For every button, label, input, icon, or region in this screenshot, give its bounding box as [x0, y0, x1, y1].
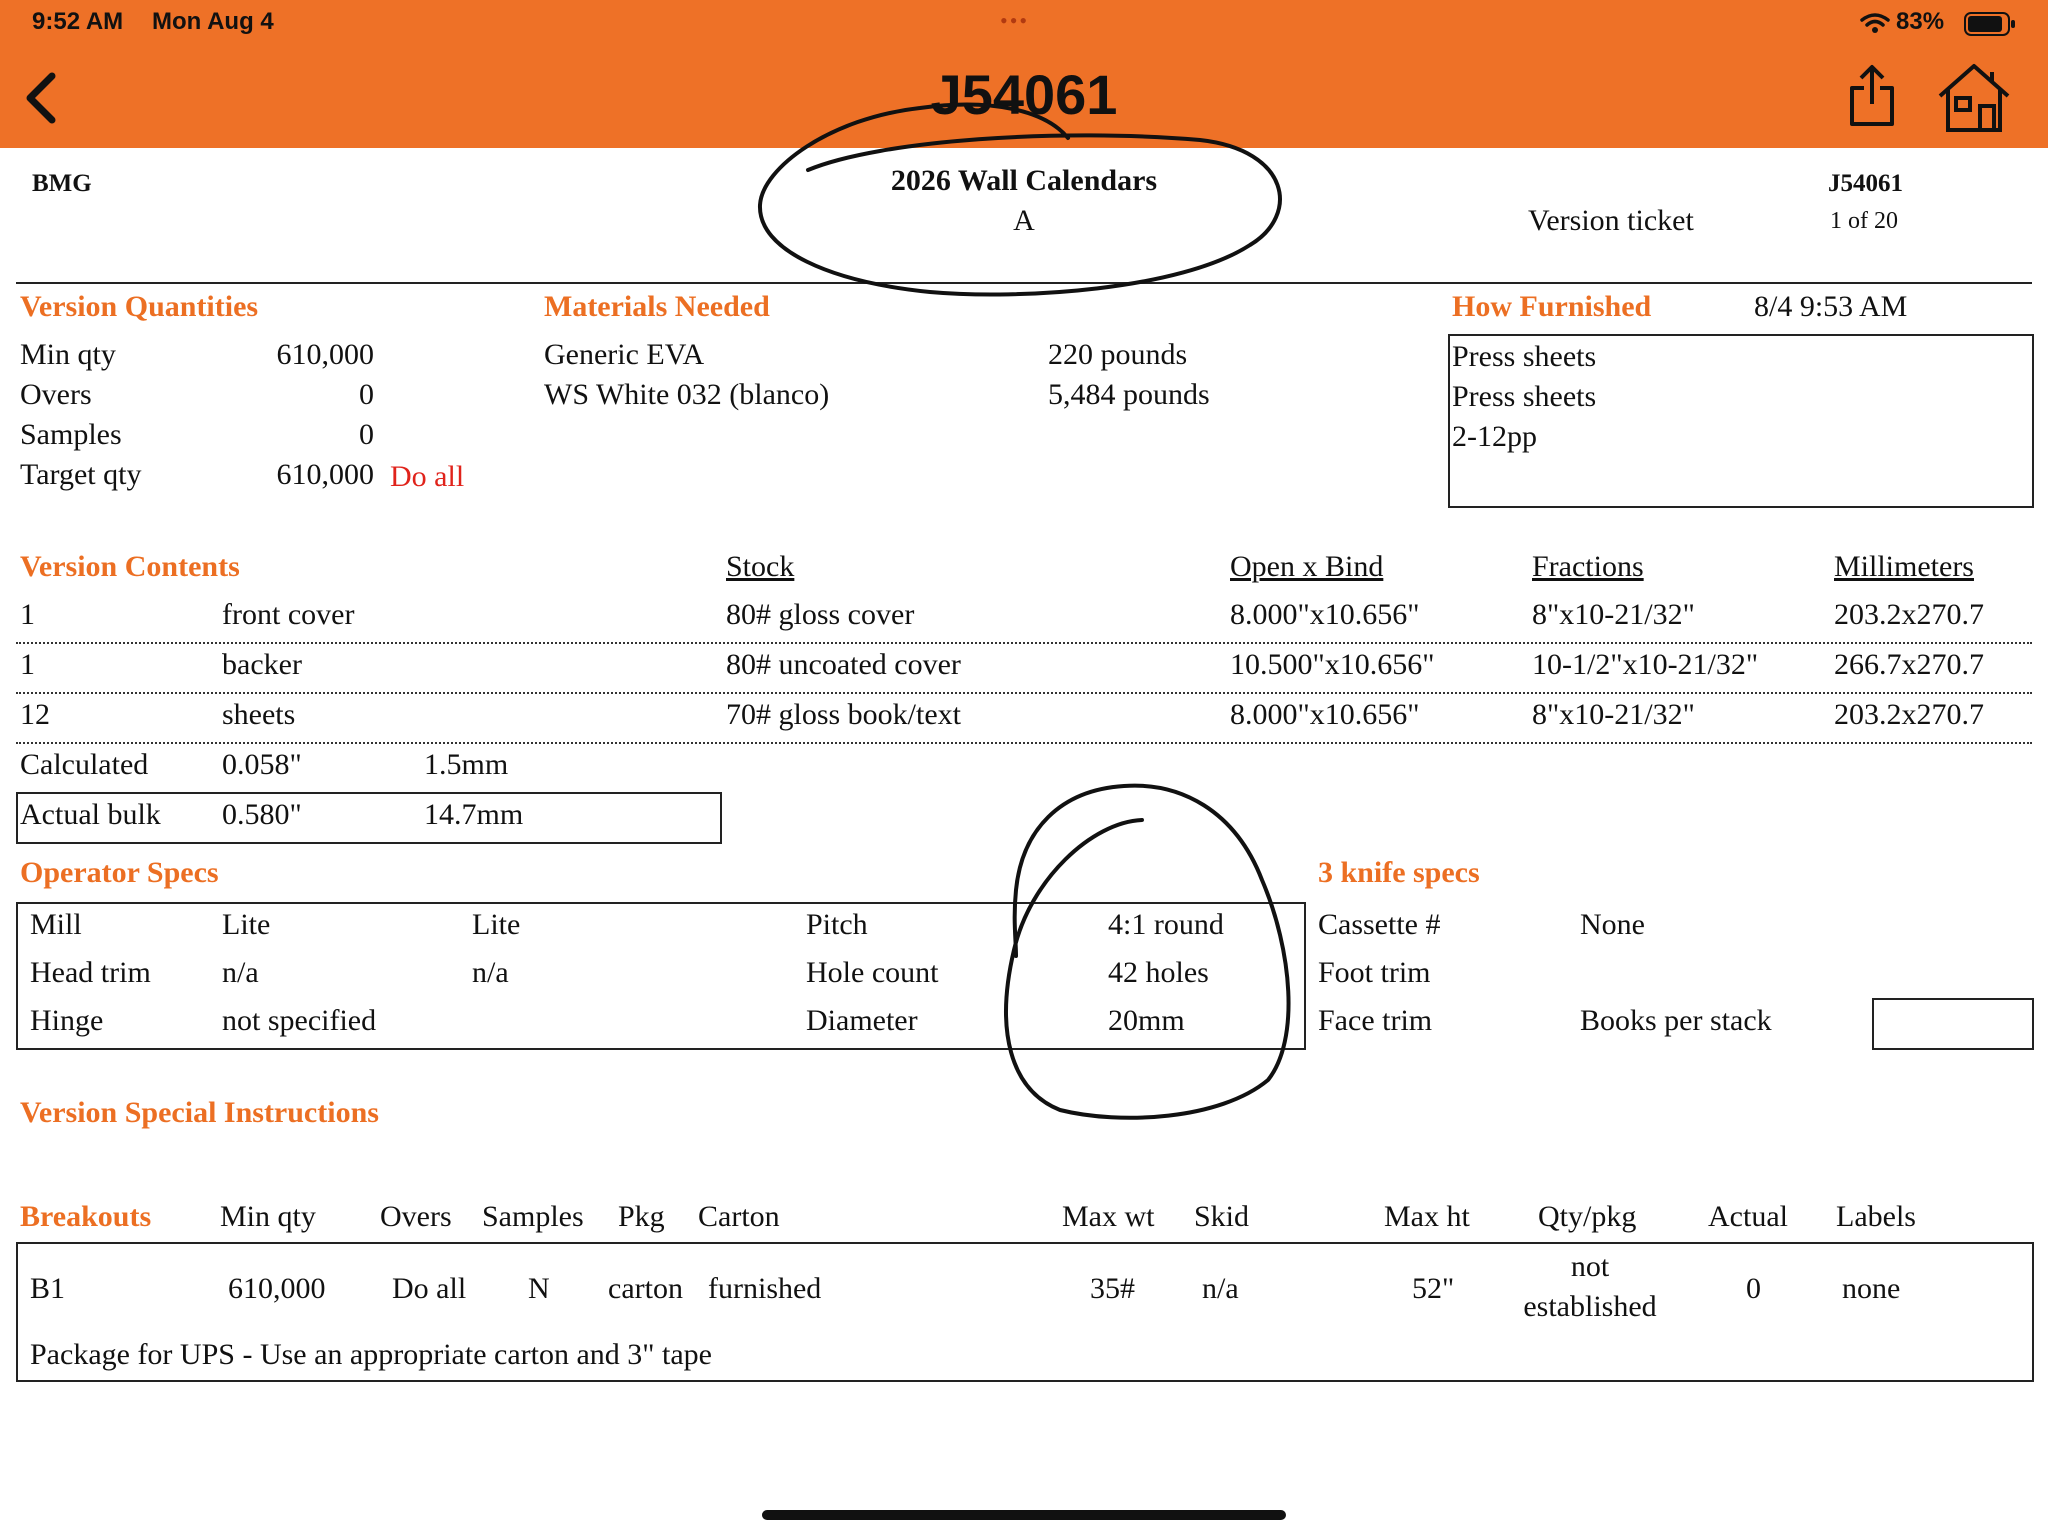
breakout-col-qty-pkg: Qty/pkg [1538, 1200, 1637, 1233]
qty-label: Overs [20, 378, 92, 411]
spec-value: n/a [222, 956, 259, 989]
spec-value: 4:1 round [1108, 908, 1224, 941]
column-header-fractions: Fractions [1532, 550, 1644, 583]
breakout-col-pkg: Pkg [618, 1200, 665, 1233]
spec-label: Hinge [30, 1004, 104, 1037]
breakouts-heading: Breakouts [20, 1200, 152, 1233]
breakout-min-qty: 610,000 [228, 1272, 326, 1305]
content-stock: 80# uncoated cover [726, 648, 961, 681]
home-icon[interactable] [1936, 62, 2012, 134]
qty-label: Target qty [20, 458, 142, 491]
material-amount: 5,484 pounds [1048, 378, 1210, 411]
spec-value: 42 holes [1108, 956, 1209, 989]
qty-label: Min qty [20, 338, 116, 371]
multitask-dots[interactable]: ••• [1000, 8, 1030, 33]
job-number: J54061 [1828, 170, 1903, 197]
content-qty: 1 [20, 598, 35, 631]
divider [16, 282, 2032, 284]
actual-bulk-label: Actual bulk [20, 798, 161, 831]
actual-bulk-inches: 0.580" [222, 798, 302, 831]
furnished-timestamp: 8/4 9:53 AM [1754, 290, 1908, 323]
cassette-label: Cassette # [1318, 908, 1441, 941]
breakout-col-actual: Actual [1708, 1200, 1788, 1233]
breakout-pkg: carton [608, 1272, 683, 1305]
breakout-col-carton: Carton [698, 1200, 780, 1233]
calculated-inches: 0.058" [222, 748, 302, 781]
row-divider [16, 742, 2032, 744]
spec-value: not specified [222, 1004, 377, 1037]
status-date: Mon Aug 4 [152, 8, 274, 35]
breakout-col-max-wt: Max wt [1062, 1200, 1155, 1233]
version-quantities-heading: Version Quantities [20, 290, 259, 323]
spec-key: Diameter [806, 1004, 918, 1037]
content-qty: 1 [20, 648, 35, 681]
wifi-icon [1860, 12, 1890, 34]
page-title: J54061 [930, 63, 1118, 126]
knife-specs-heading: 3 knife specs [1318, 856, 1480, 889]
column-header-millimeters: Millimeters [1834, 550, 1974, 583]
face-trim-label: Face trim [1318, 1004, 1433, 1037]
content-open-bind: 8.000"x10.656" [1230, 698, 1420, 731]
qty-value: 610,000 [276, 458, 374, 491]
breakout-col-max-ht: Max ht [1384, 1200, 1470, 1233]
content-open-bind: 10.500"x10.656" [1230, 648, 1435, 681]
furnished-line: 2-12pp [1452, 420, 1537, 453]
content-fractions: 8"x10-21/32" [1532, 598, 1695, 631]
material-name: Generic EVA [544, 338, 705, 371]
materials-heading: Materials Needed [544, 290, 770, 323]
qty-value: 0 [359, 418, 374, 451]
furnished-line: Press sheets [1452, 380, 1597, 413]
content-stock: 80# gloss cover [726, 598, 915, 631]
content-open-bind: 8.000"x10.656" [1230, 598, 1420, 631]
spec-value: Lite [472, 908, 521, 941]
material-name: WS White 032 (blanco) [544, 378, 830, 411]
spec-value: 20mm [1108, 1004, 1185, 1037]
row-divider [16, 642, 2032, 644]
app-header [0, 0, 2048, 148]
spec-key: Pitch [806, 908, 868, 941]
material-amount: 220 pounds [1048, 338, 1188, 371]
qty-value: 610,000 [276, 338, 374, 371]
content-mm: 266.7x270.7 [1834, 648, 1984, 681]
calculated-label: Calculated [20, 748, 149, 781]
content-mm: 203.2x270.7 [1834, 598, 1984, 631]
operator-specs-heading: Operator Specs [20, 856, 219, 889]
breakout-col-overs: Overs [380, 1200, 452, 1233]
how-furnished-heading: How Furnished [1452, 290, 1652, 323]
actual-bulk-mm: 14.7mm [424, 798, 524, 831]
content-mm: 203.2x270.7 [1834, 698, 1984, 731]
breakout-labels: none [1842, 1272, 1901, 1305]
qty-value: 0 [359, 378, 374, 411]
content-qty: 12 [20, 698, 50, 731]
breakout-samples: N [528, 1272, 550, 1305]
status-time: 9:52 AM [32, 8, 124, 35]
home-indicator[interactable] [762, 1510, 1286, 1520]
breakout-max-wt: 35# [1090, 1272, 1135, 1305]
version-contents-heading: Version Contents [20, 550, 240, 583]
ticket-label: Version ticket [1528, 204, 1694, 237]
customer-name: BMG [32, 170, 92, 197]
books-per-stack-label: Books per stack [1580, 1004, 1772, 1037]
breakout-col-min-qty: Min qty [220, 1200, 316, 1233]
breakout-col-labels: Labels [1836, 1200, 1916, 1233]
spec-value: n/a [472, 956, 509, 989]
breakout-carton: furnished [708, 1272, 822, 1305]
breakout-col-samples: Samples [482, 1200, 584, 1233]
breakout-id: B1 [30, 1272, 66, 1305]
content-item: backer [222, 648, 302, 681]
row-divider [16, 692, 2032, 694]
cassette-value: None [1580, 908, 1645, 941]
share-icon[interactable] [1848, 64, 1896, 128]
breakout-qty-pkg-line1: not [1570, 1250, 1610, 1283]
breakout-note: Package for UPS - Use an appropriate carton and 3" tape [30, 1338, 713, 1371]
page-count: 1 of 20 [1830, 208, 1898, 234]
column-header-stock: Stock [726, 550, 795, 583]
battery-percent: 83% [1896, 8, 1945, 35]
content-fractions: 10-1/2"x10-21/32" [1532, 648, 1759, 681]
content-fractions: 8"x10-21/32" [1532, 698, 1695, 731]
books-per-stack-input[interactable] [1872, 998, 2034, 1050]
spec-key: Hole count [806, 956, 939, 989]
version-letter: A [1013, 204, 1035, 237]
content-item: front cover [222, 598, 355, 631]
breakout-overs: Do all [392, 1272, 467, 1305]
breakout-actual: 0 [1746, 1272, 1761, 1305]
qty-label: Samples [20, 418, 122, 451]
spec-label: Head trim [30, 956, 151, 989]
battery-icon [1964, 12, 2016, 36]
job-title: 2026 Wall Calendars [890, 164, 1158, 197]
breakout-skid: n/a [1202, 1272, 1239, 1305]
content-stock: 70# gloss book/text [726, 698, 962, 731]
content-item: sheets [222, 698, 296, 731]
breakout-col-skid: Skid [1194, 1200, 1250, 1233]
do-all-flag: Do all [390, 460, 465, 493]
foot-trim-label: Foot trim [1318, 956, 1431, 989]
column-header-open-bind: Open x Bind [1230, 550, 1384, 583]
furnished-line: Press sheets [1452, 340, 1597, 373]
special-instructions-heading: Version Special Instructions [20, 1096, 379, 1129]
spec-value: Lite [222, 908, 271, 941]
calculated-mm: 1.5mm [424, 748, 509, 781]
breakout-max-ht: 52" [1412, 1272, 1455, 1305]
spec-label: Mill [30, 908, 82, 941]
breakout-qty-pkg-line2: established [1523, 1290, 1657, 1323]
